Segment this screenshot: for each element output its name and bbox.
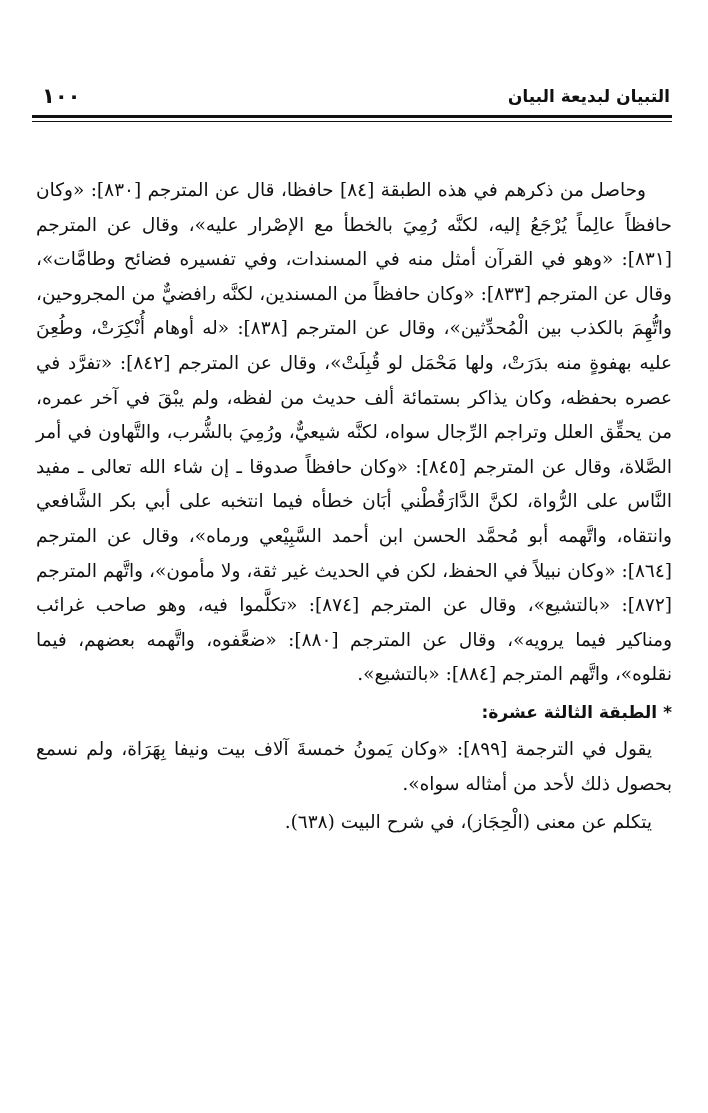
running-header (36, 84, 672, 114)
star-bullet: * (663, 702, 672, 723)
header-rule-thick (32, 115, 672, 118)
section-heading-text: الطبقة الثالثة عشرة: (481, 702, 658, 723)
paragraph-hijaz-meaning: يتكلم عن معنى (الْحِجَاز)، في شرح البيت (٦٣٨). (284, 812, 652, 834)
body-text (36, 174, 672, 841)
header-rule-thin (32, 121, 672, 122)
page-number: ١٠٠ (42, 84, 81, 108)
running-title: التبيان لبديعة البيان (507, 87, 670, 107)
paragraph-twelfth-class: وحاصل من ذكرهم في هذه الطبقة [٨٤] حافظا، قال عن المترجم [٨٣٠]: «وكان حافظاً عالِماً يُرْجَعُ إليه، لكنَّه رُمِيَ بالخطأ مع الإصْرار عليه»، وقال عن المترجم [٨٣١]: «وهو في القرآن أمثل منه في المسندات، وفي تفسيره فضائح وطامَّات»، وقال عن المترجم [٨٣٣]: «وكان حافظاً من المسندين، لكنَّه رافضيٌّ من المجروحين، واتُّهِمَ بالكذب بين الْمُحدِّثين»، وقال عن المترجم [٨٣٨]: «له أوهام أُنْكِرَتْ، وطُعِنَ عليه بهفوةٍ منه بدَرَتْ، ولها مَحْمَل لو قُبِلَتْ»، وقال عن المترجم [٨٤٢]: «تفرَّد في عصره بحفظه، وكان يذاكر بستمائة ألف حديث من لفظه، ولم يبْقَ في آخر عمره، من يحقِّق العلل وتراجم الرِّجال سواه، لكنَّه شيعيٌّ، ورُمِيَ بالشُّرب، والتَّهاون في أمر الصَّلاة، وقال عن المترجم [٨٤٥]: «وكان حافظاً صدوقا ـ إن شاء الله تعالى ـ مفيد النَّاس على الرُّواة، لكنَّ الدَّارَقُطْني أبَان خطأه فيما انتخبه على أبي بكر الشَّافعي وانتقاه، واتَّهمه أبو مُحمَّد الحسن ابن أحمد السَّبِيْعي ورماه»، وقال عن المترجم [٨٦٤]: «وكان نبيلاً في الحفظ، لكن في الحديث غير ثقة، ولا مأمون»، واتَّهم المترجم [٨٧٢]: «بالتشيع»، وقال عن المترجم [٨٧٤]: «تكلَّموا فيه، وهو صاحب غرائب ومناكير فيما يرويه»، وقال عن المترجم [٨٨٠]: «ضعَّفوه، واتَّهمه بعضهم، فيما نقلوه»، واتَّهم المترجم [٨٨٤]: «بالتشيع». (36, 180, 673, 686)
paragraph-translation-899: يقول في الترجمة [٨٩٩]: «وكان يَمونُ خمسةَ آلاف بيت ونيفا بِهَرَاة، ولم نسمع بحصول ذلك لأحد من أمثاله سواه». (36, 738, 672, 795)
section-heading (36, 693, 672, 733)
